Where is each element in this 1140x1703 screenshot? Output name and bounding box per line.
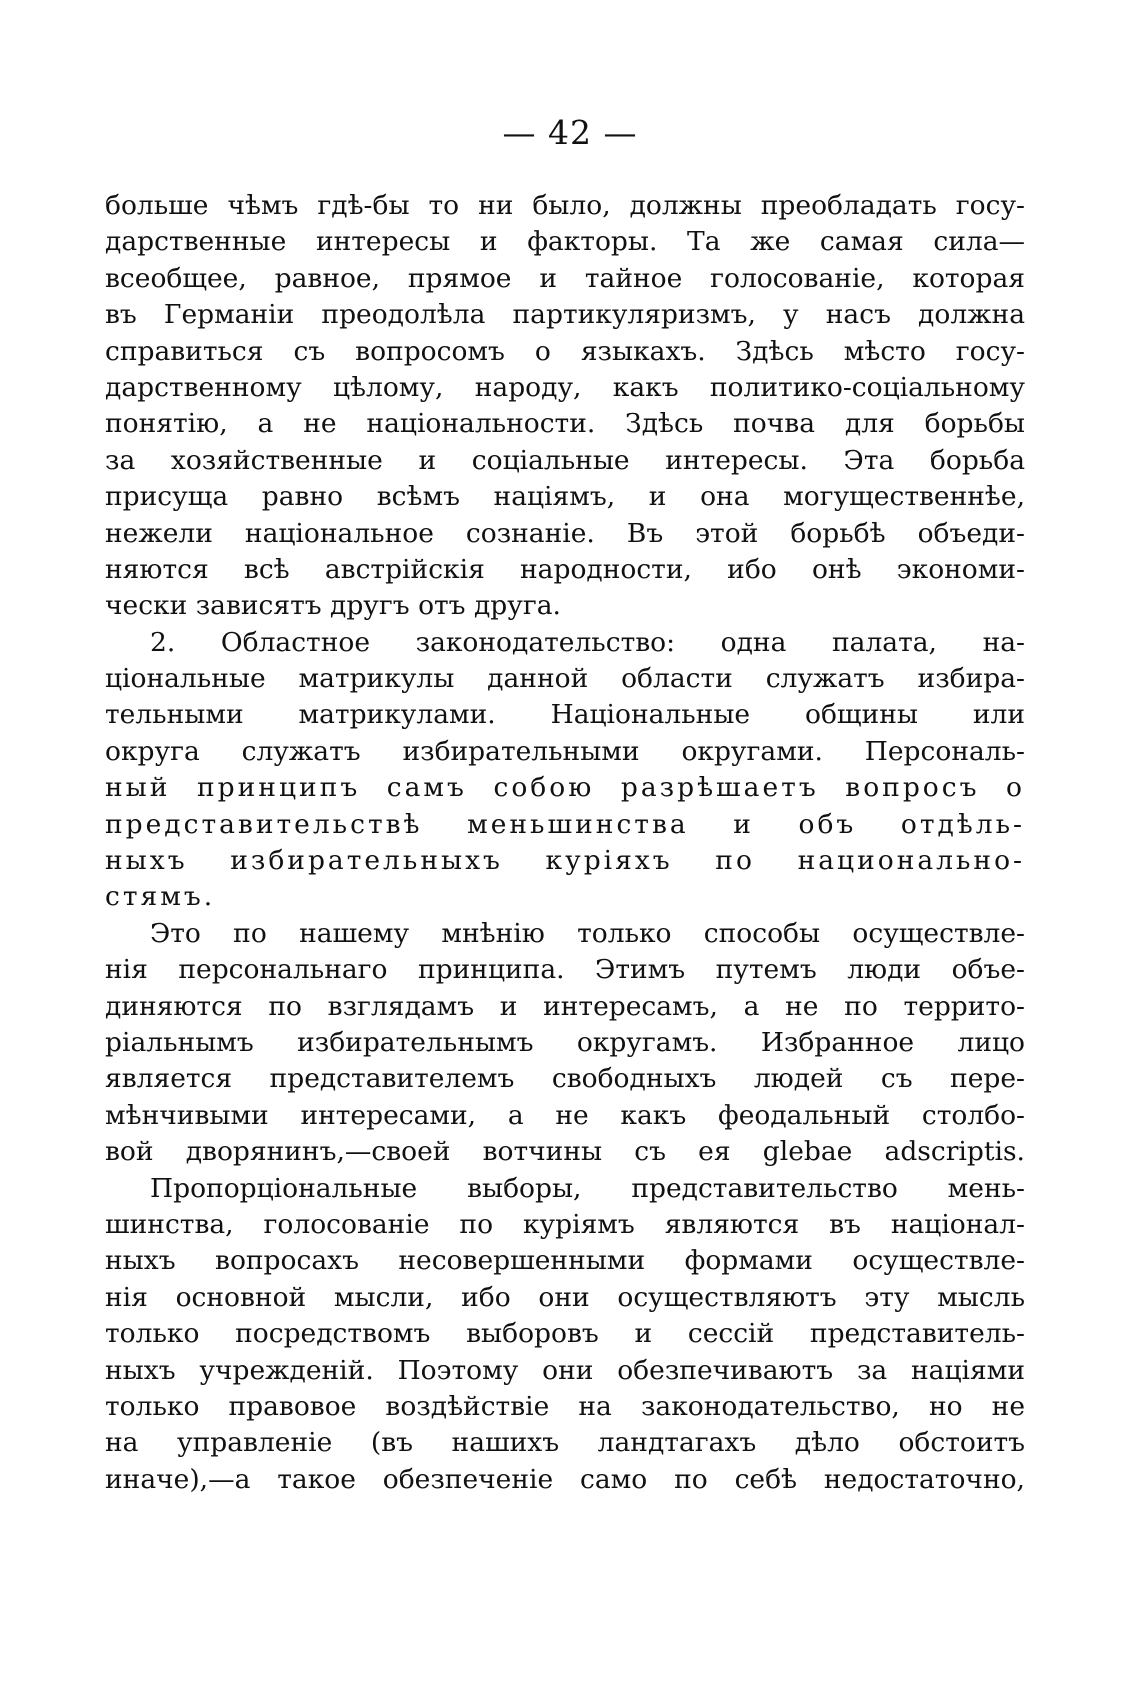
text-line: представительствѣ меньшинства и объ отдѣль- bbox=[105, 808, 1025, 840]
text-line: Это по нашему мнѣнію только способы осуществле- bbox=[150, 917, 1025, 949]
text-line: присуща равно всѣмъ націямъ, и она могущественнѣе, bbox=[105, 481, 1025, 513]
text-line: нежели національное сознаніе. Въ этой борьбѣ объеди- bbox=[105, 517, 1025, 549]
page-number: — 42 — bbox=[502, 113, 638, 152]
text-line: ціональные матрикулы данной области служатъ избира- bbox=[105, 663, 1025, 695]
text-line: шинства, голосованіе по куріямъ являются въ націонал- bbox=[105, 1208, 1025, 1240]
text-line: понятію, а не національности. Здѣсь почва для борьбы bbox=[105, 408, 1025, 440]
text-line: 2. Областное законодательство: одна палата, на- bbox=[150, 626, 1025, 658]
text-line: за хозяйственные и соціальные интересы. Эта борьба bbox=[105, 444, 1025, 476]
text-line: ныхъ вопросахъ несовершенными формами осуществле- bbox=[105, 1245, 1025, 1277]
text-line: на управленіе (въ нашихъ ландтагахъ дѣло обстоитъ bbox=[105, 1427, 1025, 1459]
text-line: является представителемъ свободныхъ людей съ пере- bbox=[105, 1063, 1025, 1095]
text-line: Пропорціональные выборы, представительство мень- bbox=[150, 1172, 1025, 1204]
text-line: только посредствомъ выборовъ и сессій представитель- bbox=[105, 1318, 1025, 1350]
text-line: всеобщее, равное, прямое и тайное голосованіе, которая bbox=[105, 262, 1025, 294]
body-text bbox=[105, 188, 1025, 1498]
text-line: справиться съ вопросомъ о языкахъ. Здѣсь мѣсто госу- bbox=[105, 335, 1025, 367]
text-line: диняются по взглядамъ и интересамъ, а не по террито- bbox=[105, 990, 1025, 1022]
text-line: чески зависятъ другъ отъ друга. bbox=[105, 590, 561, 622]
text-line: вой дворянинъ,—своей вотчины съ ея glebae adscriptis. bbox=[105, 1136, 1025, 1168]
text-line: больше чѣмъ гдѣ-бы то ни было, должны преобладать госу- bbox=[105, 190, 1025, 221]
text-line: только правовое воздѣйствіе на законодательство, но не bbox=[105, 1390, 1025, 1422]
text-line: ный принципъ самъ собою разрѣшаетъ вопросъ о bbox=[105, 772, 1025, 804]
text-line: иначе),—а такое обезпеченіе само по себѣ недостаточно, bbox=[105, 1463, 1025, 1495]
text-line: ныхъ избирательныхъ куріяхъ по национально- bbox=[105, 845, 1025, 877]
text-line: тельными матрикулами. Національные общины или bbox=[105, 699, 1025, 731]
text-line: стямъ. bbox=[105, 881, 216, 913]
text-line: мѣнчивыми интересами, а не какъ феодальный столбо- bbox=[105, 1099, 1025, 1131]
text-line: въ Германіи преодолѣла партикуляризмъ, у насъ должна bbox=[105, 299, 1025, 331]
text-line: нія персональнаго принципа. Этимъ путемъ люди объе- bbox=[105, 954, 1025, 986]
text-line: ріальнымъ избирательнымъ округамъ. Избранное лицо bbox=[105, 1026, 1025, 1058]
text-line: дарственные интересы и факторы. Та же самая сила— bbox=[105, 226, 1025, 258]
text-line: дарственному цѣлому, народу, какъ политико-соціальному bbox=[105, 371, 1025, 403]
text-line: округа служатъ избирательными округами. Персональ- bbox=[105, 735, 1025, 767]
text-line: ныхъ учрежденій. Поэтому они обезпечиваютъ за націями bbox=[105, 1354, 1025, 1386]
text-line: нія основной мысли, ибо они осуществляютъ эту мысль bbox=[105, 1281, 1025, 1313]
text-line: няются всѣ австрійскія народности, ибо онѣ экономи- bbox=[105, 553, 1025, 585]
